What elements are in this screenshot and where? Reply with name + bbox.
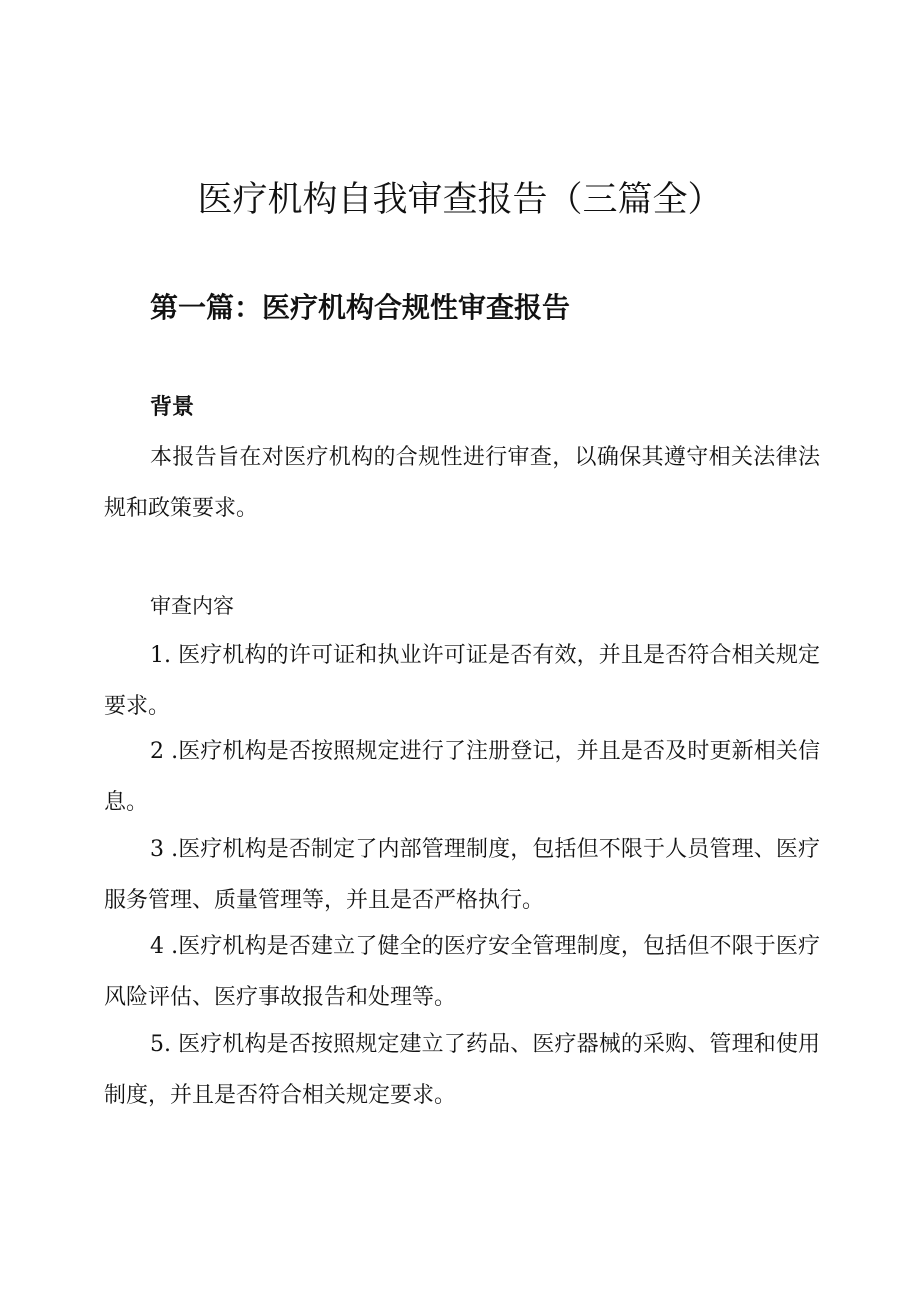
background-heading: 背景 xyxy=(150,395,195,420)
review-item-2: 2 .医疗机构是否按照规定进行了注册登记，并且是否及时更新相关信息。 xyxy=(104,739,820,815)
review-item-3: 3 .医疗机构是否制定了内部管理制度，包括但不限于人员管理、医疗服务管理、质量管理等，并且是否严格执行。 xyxy=(104,837,820,913)
section-title: 第一篇：医疗机构合规性审查报告 xyxy=(150,291,571,324)
review-item-1: 1. 医疗机构的许可证和执业许可证是否有效，并且是否符合相关规定要求。 xyxy=(104,643,820,719)
background-paragraph: 本报告旨在对医疗机构的合规性进行审查，以确保其遵守相关法律法规和政策要求。 xyxy=(104,445,820,521)
review-item-4: 4 .医疗机构是否建立了健全的医疗安全管理制度，包括但不限于医疗风险评估、医疗事故报告和处理等。 xyxy=(104,934,820,1010)
content-heading: 审查内容 xyxy=(150,594,234,618)
document-title: 医疗机构自我审查报告（三篇全） xyxy=(197,180,723,220)
review-item-5: 5. 医疗机构是否按照规定建立了药品、医疗器械的采购、管理和使用制度，并且是否符合相关规定要求。 xyxy=(104,1032,820,1108)
